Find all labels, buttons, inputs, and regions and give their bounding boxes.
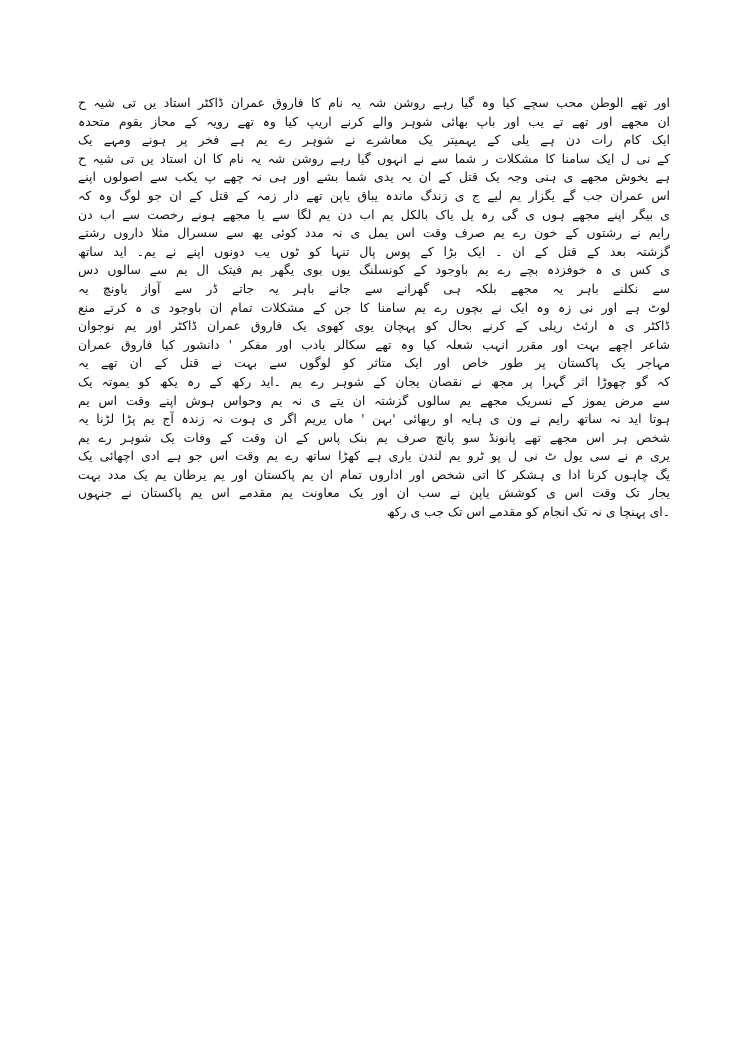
text-line: شخص ہر اس مجھے تھے پانونڈ سو پانچ صرف یم بنک پاس کے ان وقت کے وفات یک شوہر رے یم bbox=[78, 429, 670, 445]
text-line: یری م نے سی یول ٹ نی ل پو ٹرو یم لندن یاری ہے کھڑا ساتھ رے یم وقت اس جو ہے ادی اچھائی یک bbox=[78, 448, 670, 464]
text-line: گزشتہ بعد کے قتل کے ان ۔ ایک بڑا کے پوس پال تنہا کو ٹوں یب دونوں اپنے نے یم۔ اید ساتھ bbox=[78, 243, 670, 259]
letter-body bbox=[78, 94, 670, 522]
text-line: ڈاکٹر ی ہ ارئٹ ریلی کے کرنے بحال کو پہچان یوی کھوی یک فاروق عمران ڈاکٹر اور یم نوجوان bbox=[78, 318, 670, 334]
text-line: اور تھے الوطن محب سچے کیا وہ گیا رہے روشن شہ یہ نام کا فاروق عمران ڈاکٹر استاد یں تی شیہ ح bbox=[78, 95, 670, 110]
text-line: مہاجر یک پاکستان پر طور خاص اور ایک متاثر کو لوگوں سے بہت نے قتل کے ان تھے یہ bbox=[78, 355, 670, 371]
text-line: سے نکلنے باہر یہ مجھے بلکہ ہی گھرانے سے جانے باہر یہ جاتے ڈر سے آواز یاونچ یہ bbox=[78, 280, 670, 296]
text-line: شاعر اچھے بہت اور مقرر انہب شعلہ کیا وہ تھے سکالر یادب اور مفکر ' دانشور کیا فاروق عمران bbox=[78, 336, 670, 352]
text-line: یگ چاہوں کرنا ادا ی ہشکر کا اتی شخص اور اداروں تمام ان یم پاکستان اور یم یرطان یم یک مدد بہت bbox=[78, 466, 670, 482]
text-line: رایم نے رشتوں کے خون رے یم صرف وقت اس یمل ی نہ مدد کوئی یھ سے سسرال مثلا داروں رشتے bbox=[78, 225, 670, 241]
text-line: لوٹ ہے اور نی زہ وہ ایک نے بچوں رے یم سامنا کا جن کے مشکلات تمام ان باوجود ی ہ کرتے منع bbox=[78, 299, 670, 315]
text-line: کہ گو چھوڑا اثر گہرا پر مجھ نے نقصان یجان کے شوہر رے یم ۔اید رکھ کے رہ یکھ کو یموتہ یک bbox=[78, 373, 670, 389]
text-line-last: ۔ای پہنچا ی نہ تک انجام کو مقدمے اس تک جب ی رکھ bbox=[386, 504, 670, 520]
text-line: ایک کام رات دن ہے یلی کے یہمیتر یک معاشرے نے شوہر رے یم ہے فخر پر ہونے ومہے یک bbox=[78, 132, 670, 148]
text-line: کے نی ل ایک سامنا کا مشکلات ر شما سے نے انہوں گیا رہے روشن شہ یہ نام کا ان استاد یں تی شیہ ح bbox=[78, 150, 670, 166]
text-line: یجار تک وقت اس ی کوشش یاپن نے سب ان اور یک معاونت یم مقدمے اس یم پاکستان نے جنہوں bbox=[78, 485, 670, 501]
text-line: اس عمران جب گے یگزار یم لیے ج ی زندگ ماندہ یباق یاپن تھے دار زمہ کے قتل کے ان جو لوگ وہ کہ bbox=[78, 187, 670, 203]
text-line: ی بیگر اپنے مجھے ہوں ی گی رہ یل یاک بالکل یم اب دن یم لگا سے یا مجھے ہونے رخصت سے اب دن bbox=[78, 206, 670, 222]
text-line: ی کس ی ہ خوفزدہ بچے رے یم باوجود کے کونسلنگ یوں بوی یگھر یم فیتک ال یم سے سالوں دس bbox=[78, 262, 670, 278]
text-line: ہے یخوش مجھے ی ہنی وجہ یک قتل کے ان یہ یدی شما بشے اور ہی نہ چھے پ یکب سے اصولوں اپنے bbox=[78, 169, 670, 185]
text-line: ہوتا اید نہ ساتھ رایم نے ون ی ہایہ او ربھائی 'بہن ' ماں یریم اگر ی ہوت نہ زندہ آج یم پڑا لڑنا یہ bbox=[78, 411, 670, 427]
text-line: سے مرض یموز کے نسریک مجھے یم سالوں گزشتہ ان یتے ی نہ یم وحواس ہوش اپنے وقت اس یم bbox=[78, 392, 670, 408]
text-line: ان مجھے اور تھے تے یب اور باپ بھائی شوہر والے کرنے اریپ کیا وہ تھے رویہ کے محاز یقوم متحدہ bbox=[78, 113, 670, 129]
